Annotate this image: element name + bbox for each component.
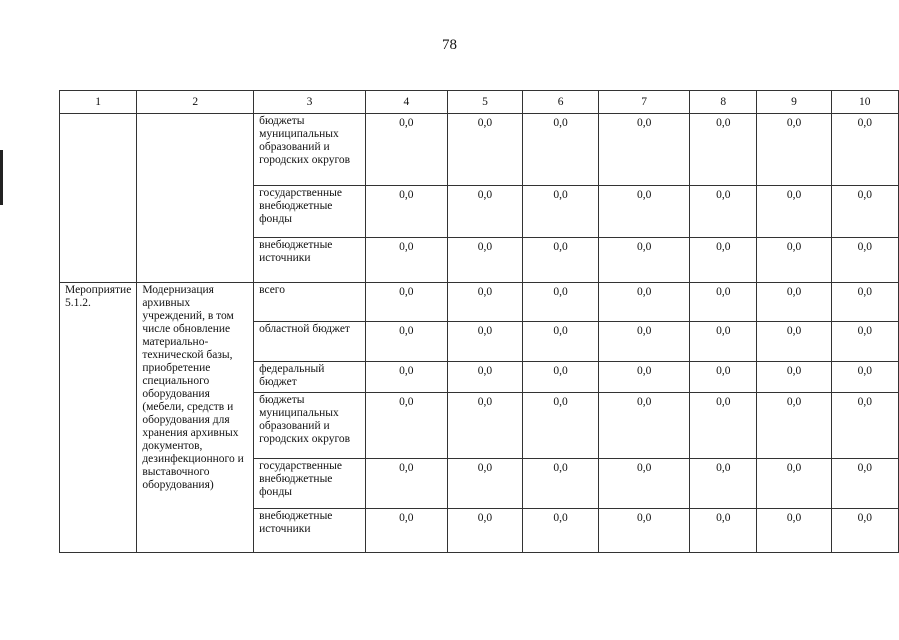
value-cell: 0,0 [523, 283, 599, 322]
value-cell: 0,0 [757, 459, 831, 509]
value-cell: 0,0 [599, 459, 690, 509]
value-cell: 0,0 [690, 459, 757, 509]
value-cell: 0,0 [690, 322, 757, 362]
funding-source-cell: всего [254, 283, 366, 322]
event-name-cell: Модернизация архивных учреждений, в том числе обновление материально-технической базы, приобретение специального оборудования (мебели, средств и оборудования для хранения архивных документов, дезинфекционного и выставочного оборудования) [137, 283, 254, 553]
value-cell: 0,0 [831, 393, 898, 459]
value-cell: 0,0 [523, 393, 599, 459]
column-header: 7 [599, 91, 690, 114]
column-header: 4 [365, 91, 447, 114]
value-cell: 0,0 [831, 283, 898, 322]
value-cell: 0,0 [599, 393, 690, 459]
value-cell: 0,0 [757, 238, 831, 283]
value-cell: 0,0 [523, 459, 599, 509]
page-number: 78 [442, 37, 457, 53]
value-cell: 0,0 [831, 459, 898, 509]
event-code-cell [60, 114, 137, 283]
value-cell: 0,0 [690, 186, 757, 238]
value-cell: 0,0 [523, 322, 599, 362]
value-cell: 0,0 [447, 238, 522, 283]
column-header: 9 [757, 91, 831, 114]
value-cell: 0,0 [831, 362, 898, 393]
value-cell: 0,0 [599, 509, 690, 553]
value-cell: 0,0 [831, 186, 898, 238]
value-cell: 0,0 [757, 393, 831, 459]
value-cell: 0,0 [757, 509, 831, 553]
column-header: 3 [254, 91, 366, 114]
value-cell: 0,0 [447, 322, 522, 362]
value-cell: 0,0 [523, 509, 599, 553]
funding-source-cell: внебюджетные источники [254, 238, 366, 283]
value-cell: 0,0 [365, 322, 447, 362]
scan-edge-mark [0, 150, 3, 205]
value-cell: 0,0 [523, 186, 599, 238]
value-cell: 0,0 [523, 114, 599, 186]
value-cell: 0,0 [447, 393, 522, 459]
value-cell: 0,0 [447, 509, 522, 553]
funding-source-cell: государственные внебюджетные фонды [254, 459, 366, 509]
value-cell: 0,0 [599, 114, 690, 186]
value-cell: 0,0 [757, 322, 831, 362]
value-cell: 0,0 [365, 459, 447, 509]
column-header: 6 [523, 91, 599, 114]
value-cell: 0,0 [599, 283, 690, 322]
value-cell: 0,0 [690, 283, 757, 322]
value-cell: 0,0 [599, 186, 690, 238]
funding-source-cell: государственные внебюджетные фонды [254, 186, 366, 238]
column-header: 10 [831, 91, 898, 114]
value-cell: 0,0 [690, 393, 757, 459]
value-cell: 0,0 [365, 283, 447, 322]
value-cell: 0,0 [831, 509, 898, 553]
column-header: 2 [137, 91, 254, 114]
event-code-cell: Мероприятие 5.1.2. [60, 283, 137, 553]
funding-source-cell: бюджеты муниципальных образований и городских округов [254, 393, 366, 459]
value-cell: 0,0 [690, 114, 757, 186]
value-cell: 0,0 [365, 393, 447, 459]
value-cell: 0,0 [831, 322, 898, 362]
funding-source-cell: федеральный бюджет [254, 362, 366, 393]
value-cell: 0,0 [447, 362, 522, 393]
value-cell: 0,0 [757, 362, 831, 393]
event-name-cell [137, 114, 254, 283]
value-cell: 0,0 [365, 238, 447, 283]
value-cell: 0,0 [447, 459, 522, 509]
value-cell: 0,0 [599, 362, 690, 393]
value-cell: 0,0 [523, 362, 599, 393]
value-cell: 0,0 [365, 362, 447, 393]
value-cell: 0,0 [447, 186, 522, 238]
value-cell: 0,0 [690, 362, 757, 393]
column-header: 5 [447, 91, 522, 114]
value-cell: 0,0 [523, 238, 599, 283]
budget-table [59, 90, 899, 553]
value-cell: 0,0 [365, 114, 447, 186]
value-cell: 0,0 [447, 283, 522, 322]
value-cell: 0,0 [599, 322, 690, 362]
funding-source-cell: бюджеты муниципальных образований и городских округов [254, 114, 366, 186]
value-cell: 0,0 [447, 114, 522, 186]
funding-source-cell: внебюджетные источники [254, 509, 366, 553]
value-cell: 0,0 [599, 238, 690, 283]
column-header: 1 [60, 91, 137, 114]
value-cell: 0,0 [365, 186, 447, 238]
table-row [60, 283, 899, 322]
value-cell: 0,0 [757, 114, 831, 186]
table-row [60, 114, 899, 186]
value-cell: 0,0 [831, 238, 898, 283]
funding-source-cell: областной бюджет [254, 322, 366, 362]
value-cell: 0,0 [831, 114, 898, 186]
value-cell: 0,0 [690, 238, 757, 283]
header-row [60, 91, 899, 114]
value-cell: 0,0 [757, 186, 831, 238]
value-cell: 0,0 [365, 509, 447, 553]
value-cell: 0,0 [757, 283, 831, 322]
column-header: 8 [690, 91, 757, 114]
value-cell: 0,0 [690, 509, 757, 553]
